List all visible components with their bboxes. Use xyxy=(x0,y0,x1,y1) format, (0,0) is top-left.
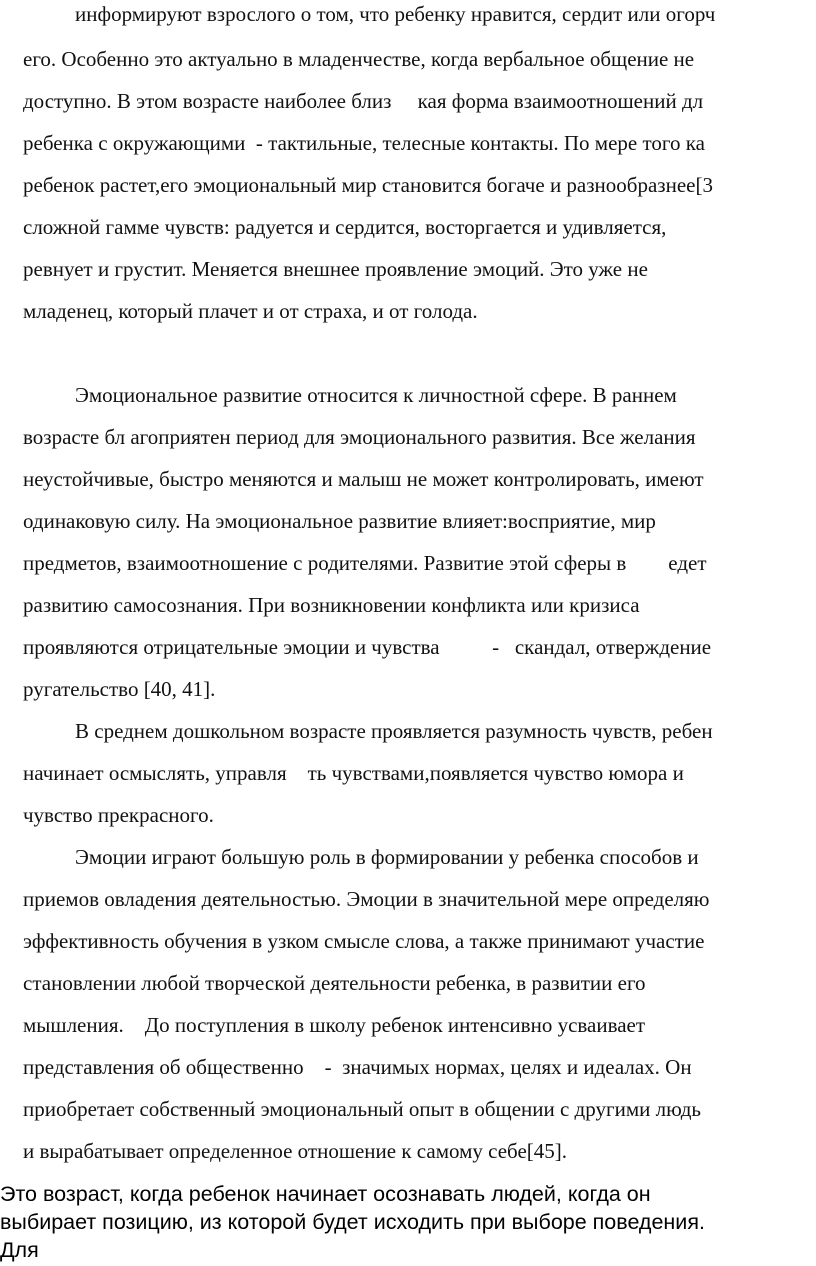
text-line: и вырабатывает определенное отношение к самому себе[45]. xyxy=(23,1139,568,1163)
text-line: ребенка с окружающими - тактильные, телесные контакты. По мере того ка xyxy=(23,131,705,155)
text-line: проявляются отрицательные эмоции и чувства - скандал, отверждение xyxy=(23,635,712,659)
text-line: становлении любой творческой деятельности ребенка, в развитии его xyxy=(23,971,646,995)
text-line: Эмоции играют большую роль в формировании у ребенка способов и xyxy=(75,845,699,869)
text-line: развитию самосознания. При возникновении конфликта или кризиса xyxy=(23,593,640,617)
text-line: одинаковую силу. На эмоциональное развитие влияет:восприятие, мир xyxy=(23,509,656,533)
text-line: сложной гамме чувств: радуется и сердится, восторгается и удивляется, xyxy=(23,215,667,239)
text-line: Для xyxy=(0,1238,39,1262)
text-line: его. Особенно это актуально в младенчестве, когда вербальное общение не xyxy=(23,47,695,71)
text-line: младенец, который плачет и от страха, и от голода. xyxy=(23,299,478,323)
text-line: приемов овладения деятельностью. Эмоции в значительной мере определяю xyxy=(23,887,710,911)
text-line: начинает осмыслять, управля ть чувствами,появляется чувство юмора и xyxy=(23,761,684,785)
text-line: представления об общественно - значимых нормах, целях и идеалах. Он xyxy=(23,1055,692,1079)
text-line: Эмоциональное развитие относится к личностной сфере. В раннем xyxy=(75,383,677,407)
text-line: предметов, взаимоотношение с родителями. Развитие этой сферы в едет xyxy=(23,551,707,575)
text-line: неустойчивые, быстро меняются и малыш не может контролировать, имеют xyxy=(23,467,704,491)
text-line: ругательство [40, 41]. xyxy=(23,677,216,701)
text-line: доступно. В этом возрасте наиболее близ кая форма взаимоотношений дл xyxy=(23,89,704,113)
text-line: эффективность обучения в узком смысле слова, а также принимают участие xyxy=(23,929,705,953)
text-line: чувство прекрасного. xyxy=(23,803,214,827)
text-line: В среднем дошкольном возрасте проявляется разумность чувств, ребен xyxy=(75,719,713,743)
text-line: ревнует и грустит. Меняется внешнее проявление эмоций. Это уже не xyxy=(23,257,648,281)
text-line: информируют взрослого о том, что ребенку нравится, сердит или огорч xyxy=(75,2,716,26)
text-line: выбирает позицию, из которой будет исходить при выборе поведения. xyxy=(0,1210,705,1234)
text-line: мышления. До поступления в школу ребенок интенсивно усваивает xyxy=(23,1013,646,1037)
text-line: ребенок растет,его эмоциональный мир становится богаче и разнообразнее[3 xyxy=(23,173,713,197)
text-line: возрасте бл агоприятен период для эмоционального развития. Все желания xyxy=(23,425,696,449)
text-line: Это возраст, когда ребенок начинает осознавать людей, когда он xyxy=(0,1182,651,1206)
text-line: приобретает собственный эмоциональный опыт в общении с другими людь xyxy=(23,1097,701,1121)
